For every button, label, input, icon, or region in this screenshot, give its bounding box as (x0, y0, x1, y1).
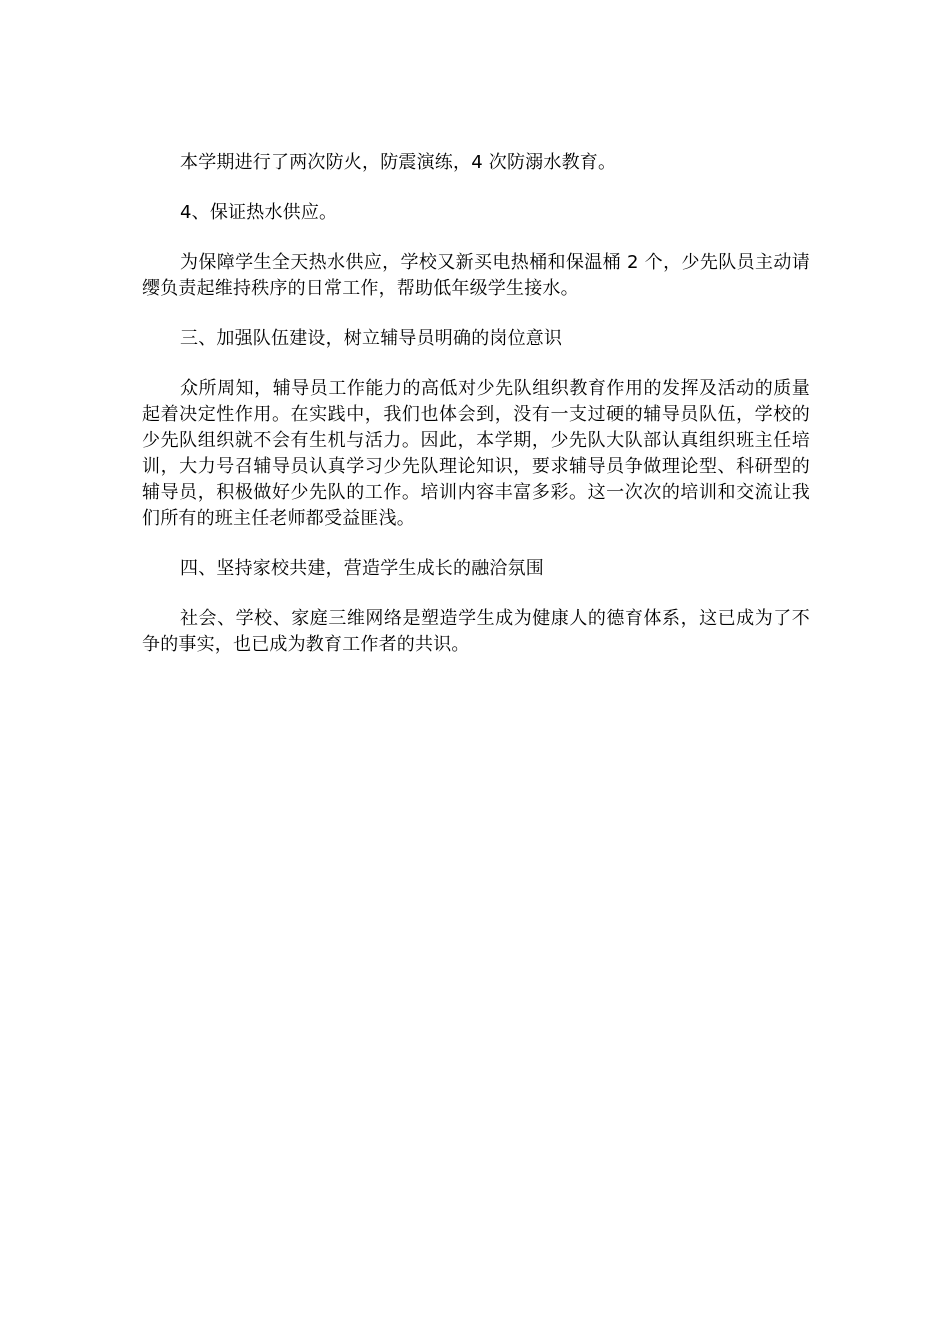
paragraph-drills: 本学期进行了两次防火，防震演练，4 次防溺水教育。 (180, 152, 617, 173)
heading-home-school: 四、坚持家校共建，营造学生成长的融洽氛围 (180, 558, 544, 579)
paragraph-hot-water: 为保障学生全天热水供应，学校又新买电热桶和保温桶 2 个，少先队员主动请缨负责起维持秩序的日常工作，帮助低年级学生接水。 (142, 252, 810, 299)
paragraph-team-building: 众所周知，辅导员工作能力的高低对少先队组织教育作用的发挥及活动的质量起着决定性作用。在实践中，我们也体会到，没有一支过硬的辅导员队伍，学校的少先队组织就不会有生机与活力。因此，本学期，少先队大队部认真组织班主任培训，大力号召辅导员认真学习少先队理论知识，要求辅导员争做理论型、科研型的辅导员，积极做好少先队的工作。培训内容丰富多彩。这一次次的培训和交流让我们所有的班主任老师都受益匪浅。 (142, 378, 810, 529)
heading-team-building: 三、加强队伍建设，树立辅导员明确的岗位意识 (180, 328, 563, 349)
heading-hot-water: 4、保证热水供应。 (180, 202, 338, 223)
paragraph-home-school: 社会、学校、家庭三维网络是塑造学生成为健康人的德育体系，这已成为了不争的事实，也已成为教育工作者的共识。 (142, 608, 810, 655)
document-page (142, 150, 810, 658)
